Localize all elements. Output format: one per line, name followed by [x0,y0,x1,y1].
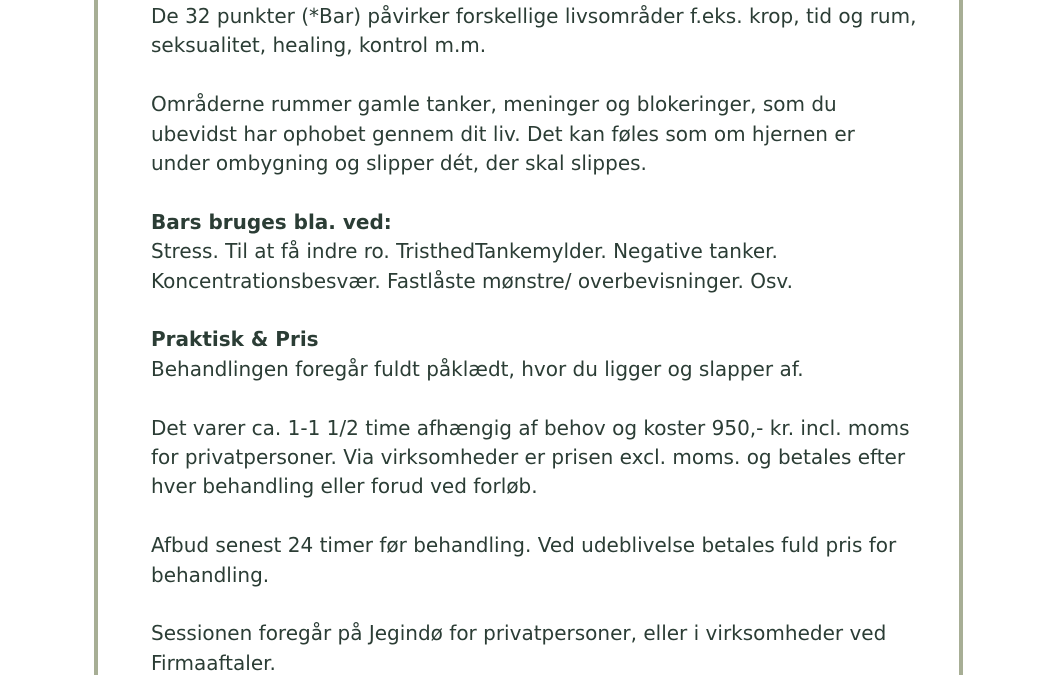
bars-usage-text-line: Stress. Til at få indre ro. TristhedTankemylder. Negative tanker. [151,239,778,264]
practical-text-line: Behandlingen foregår fuldt påklædt, hvor du ligger og slapper af. [151,356,804,381]
cancellation-text-line: behandling. [151,562,270,587]
areas-text-line: under ombygning og slipper dét, der skal slippes. [151,151,647,176]
intro-text-line: De 32 punkter (*Bar) påvirker forskellige livsområder f.eks. krop, tid og rum, [151,4,917,28]
cancellation-text-line: Afbud senest 24 timer før behandling. Ved udeblivelse betales fuld pris for [151,533,897,558]
areas-text-line: ubevidst har ophobet gennem dit liv. Det kan føles som om hjernen er [151,121,855,146]
bars-usage-text-line: Koncentrationsbesvær. Fastlåste mønstre/ overbevisninger. Osv. [151,268,794,293]
paragraph-spacer [151,178,921,207]
session-text-line: Firmaaftaler. [151,650,276,675]
intro-text-line: seksualitet, healing, kontrol m.m. [151,33,487,58]
price-text-line: for privatpersoner. Via virksomheder er prisen excl. moms. og betales efter [151,445,906,470]
areas-text-line: Områderne rummer gamle tanker, meninger og blokeringer, som du [151,92,837,117]
price-text-line: Det varer ca. 1-1 1/2 time afhængig af behov og koster 950,- kr. incl. moms [151,415,910,440]
paragraph-spacer [151,590,921,619]
bars-usage-heading: Bars bruges bla. ved: [151,209,392,234]
paragraph-spacer [151,502,921,531]
session-text-line: Sessionen foregår på Jegindø for privatpersoner, eller i virksomheder ved [151,621,887,646]
paragraph-spacer [151,61,921,90]
paragraph-spacer [151,296,921,325]
document-body [151,2,921,675]
paragraph-spacer [151,384,921,413]
price-text-line: hver behandling eller forud ved forløb. [151,474,538,499]
practical-price-heading: Praktisk & Pris [151,327,319,352]
